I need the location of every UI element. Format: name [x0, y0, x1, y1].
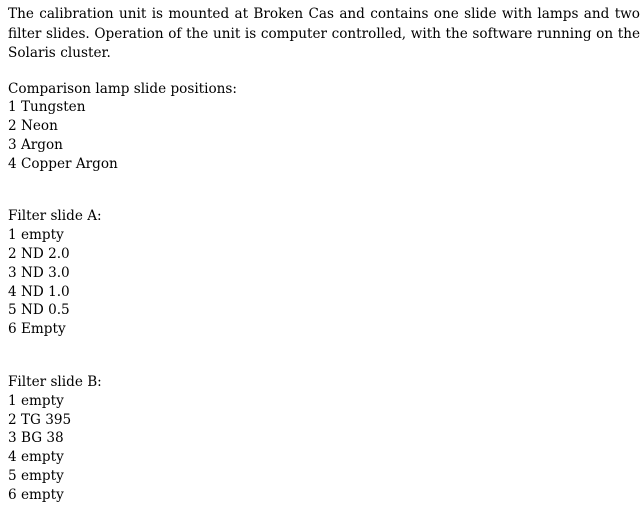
spacer	[8, 339, 640, 373]
list-item: 6 empty	[8, 486, 64, 503]
filter-slide-b-section	[8, 373, 640, 505]
list-item: 5 empty	[8, 468, 64, 485]
list-item: 5 ND 0.5	[8, 302, 70, 319]
filter-slide-a-section	[8, 207, 640, 339]
list-item: 1 Tungsten	[8, 99, 86, 116]
list-item: 2 ND 2.0	[8, 246, 70, 263]
list-item: 2 TG 395	[8, 411, 72, 428]
list-item: 3 Argon	[8, 136, 63, 153]
list-item: 1 empty	[8, 392, 64, 409]
list-item: 2 Neon	[8, 118, 58, 135]
comparison-lamp-section	[8, 80, 640, 174]
list-item: 1 empty	[8, 227, 64, 244]
spacer	[8, 64, 640, 80]
list-item: 4 Copper Argon	[8, 155, 118, 172]
filter-slide-a-title: Filter slide A:	[8, 208, 102, 225]
intro-paragraph: The calibration unit is mounted at Broken Cas and contains one slide with lamps and two filter slides. Operation of the unit is computer controlled, with the software running on the Solaris cluster.	[8, 6, 640, 61]
list-item: 6 Empty	[8, 321, 66, 338]
comparison-lamp-title: Comparison lamp slide positions:	[8, 80, 237, 97]
list-item: 4 empty	[8, 449, 64, 466]
list-item: 3 ND 3.0	[8, 264, 70, 281]
list-item: 3 BG 38	[8, 430, 64, 447]
list-item: 4 ND 1.0	[8, 283, 70, 300]
filter-slide-b-title: Filter slide B:	[8, 374, 102, 391]
document	[8, 5, 640, 505]
spacer	[8, 173, 640, 207]
